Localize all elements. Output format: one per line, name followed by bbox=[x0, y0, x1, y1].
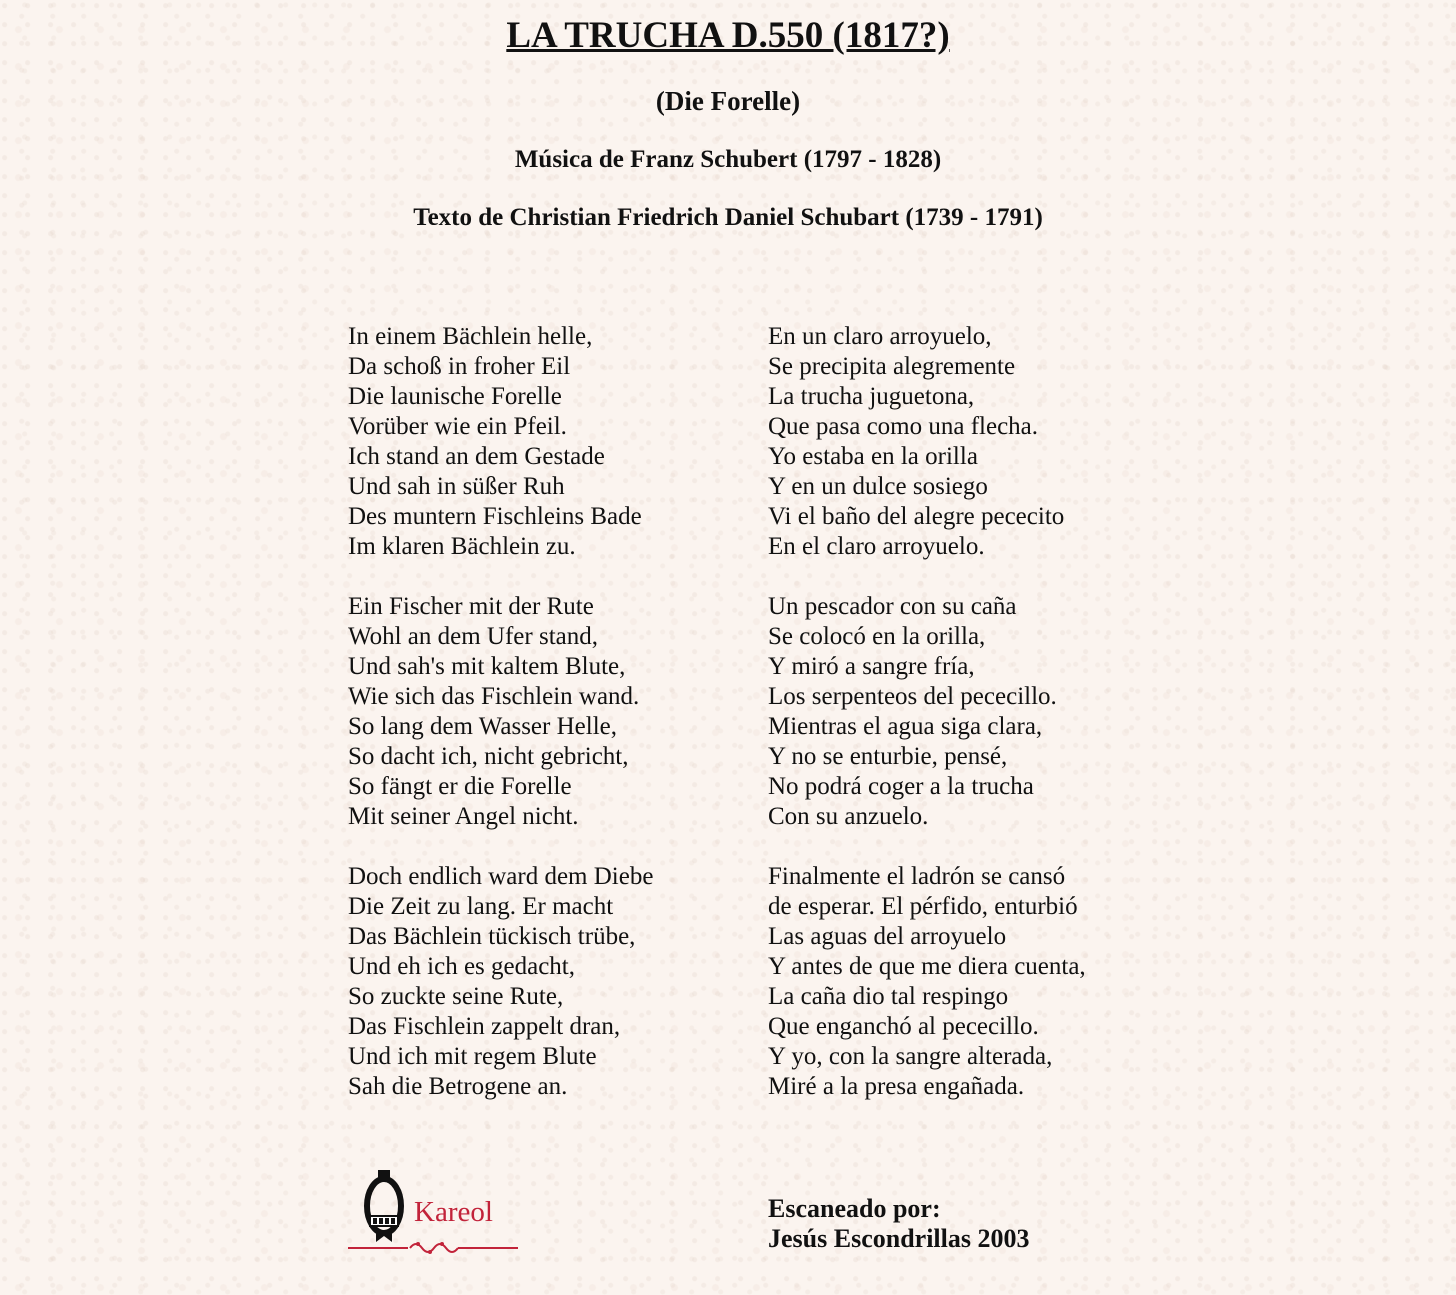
lyric-line: Doch endlich ward dem Diebe bbox=[348, 863, 654, 890]
lyric-line: Sah die Betrogene an. bbox=[348, 1073, 568, 1100]
lyric-line: de esperar. El pérfido, enturbió bbox=[768, 893, 1078, 920]
german-stanza-3 bbox=[348, 862, 653, 1102]
lyric-line: Que enganchó al pececillo. bbox=[768, 1013, 1039, 1040]
lyric-line: Y en un dulce sosiego bbox=[768, 473, 988, 500]
spanish-stanza-1 bbox=[768, 322, 1086, 562]
lyric-line: Un pescador con su caña bbox=[768, 593, 1017, 620]
text-credit: Texto de Christian Friedrich Daniel Schubart (1739 - 1791) bbox=[413, 204, 1043, 231]
lyric-line: Vorüber wie ein Pfeil. bbox=[348, 413, 567, 440]
lyric-line: Finalmente el ladrón se cansó bbox=[768, 863, 1066, 890]
lyric-line: Ein Fischer mit der Rute bbox=[348, 593, 594, 620]
lyric-line: Yo estaba en la orilla bbox=[768, 443, 978, 470]
lyric-line: Mit seiner Angel nicht. bbox=[348, 803, 579, 830]
german-stanza-1 bbox=[348, 322, 653, 562]
lyric-line: Las aguas del arroyuelo bbox=[768, 923, 1007, 950]
lyric-line: In einem Bächlein helle, bbox=[348, 323, 593, 350]
lyric-line: Vi el baño del alegre pececito bbox=[768, 503, 1065, 530]
lyric-line: Und eh ich es gedacht, bbox=[348, 953, 576, 980]
lyric-line: Und sah's mit kaltem Blute, bbox=[348, 653, 626, 680]
lyric-line: Des muntern Fischleins Bade bbox=[348, 503, 642, 530]
spanish-lyrics bbox=[768, 322, 1086, 1132]
lyric-line: Y antes de que me diera cuenta, bbox=[768, 953, 1086, 980]
scan-credit bbox=[768, 1194, 1030, 1254]
lyric-line: Y miró a sangre fría, bbox=[768, 653, 975, 680]
lyric-line: La trucha juguetona, bbox=[768, 383, 975, 410]
lyric-line: So dacht ich, nicht gebricht, bbox=[348, 743, 629, 770]
lyric-line: Die Zeit zu lang. Er macht bbox=[348, 893, 614, 920]
kareol-logo[interactable] bbox=[348, 1168, 520, 1258]
lyric-line: Y no se enturbie, pensé, bbox=[768, 743, 1008, 770]
lyric-line: Und ich mit regem Blute bbox=[348, 1043, 597, 1070]
spanish-stanza-3 bbox=[768, 862, 1086, 1102]
lyric-line: Das Bächlein tückisch trübe, bbox=[348, 923, 636, 950]
page-subtitle: (Die Forelle) bbox=[655, 86, 801, 116]
lyric-line: Miré a la presa engañada. bbox=[768, 1073, 1025, 1100]
scanned-by-label: Escaneado por: bbox=[768, 1194, 941, 1223]
lyric-line: No podrá coger a la trucha bbox=[768, 773, 1034, 800]
lyric-line: Da schoß in froher Eil bbox=[348, 353, 571, 380]
lyric-line: Los serpenteos del pececillo. bbox=[768, 683, 1057, 710]
lyric-line: Ich stand an dem Gestade bbox=[348, 443, 605, 470]
lyric-line: La caña dio tal respingo bbox=[768, 983, 1009, 1010]
lyric-line: En un claro arroyuelo, bbox=[768, 323, 992, 350]
german-lyrics bbox=[348, 322, 653, 1132]
lyric-line: Y yo, con la sangre alterada, bbox=[768, 1043, 1053, 1070]
lyric-line: Mientras el agua siga clara, bbox=[768, 713, 1043, 740]
lyric-line: Se precipita alegremente bbox=[768, 353, 1016, 380]
lyric-line: So lang dem Wasser Helle, bbox=[348, 713, 617, 740]
lyric-line: Die launische Forelle bbox=[348, 383, 562, 410]
lyric-line: Wohl an dem Ufer stand, bbox=[348, 623, 598, 650]
music-credit: Música de Franz Schubert (1797 - 1828) bbox=[514, 146, 942, 173]
lyric-line: En el claro arroyuelo. bbox=[768, 533, 985, 560]
german-stanza-2 bbox=[348, 592, 653, 832]
spanish-stanza-2 bbox=[768, 592, 1086, 832]
lyric-line: Wie sich das Fischlein wand. bbox=[348, 683, 640, 710]
lyric-line: Con su anzuelo. bbox=[768, 803, 929, 830]
lyric-line: So zuckte seine Rute, bbox=[348, 983, 564, 1010]
lyric-line: Und sah in süßer Ruh bbox=[348, 473, 565, 500]
kareol-logo-text: Kareol bbox=[414, 1196, 493, 1228]
scanned-by-name: Jesús Escondrillas 2003 bbox=[768, 1224, 1030, 1253]
lyric-line: Das Fischlein zappelt dran, bbox=[348, 1013, 621, 1040]
lyric-line: So fängt er die Forelle bbox=[348, 773, 572, 800]
lyric-line: Se colocó en la orilla, bbox=[768, 623, 986, 650]
lyric-line: Im klaren Bächlein zu. bbox=[348, 533, 576, 560]
page-title: LA TRUCHA D.550 (1817?) bbox=[506, 15, 950, 56]
lyric-line: Que pasa como una flecha. bbox=[768, 413, 1039, 440]
